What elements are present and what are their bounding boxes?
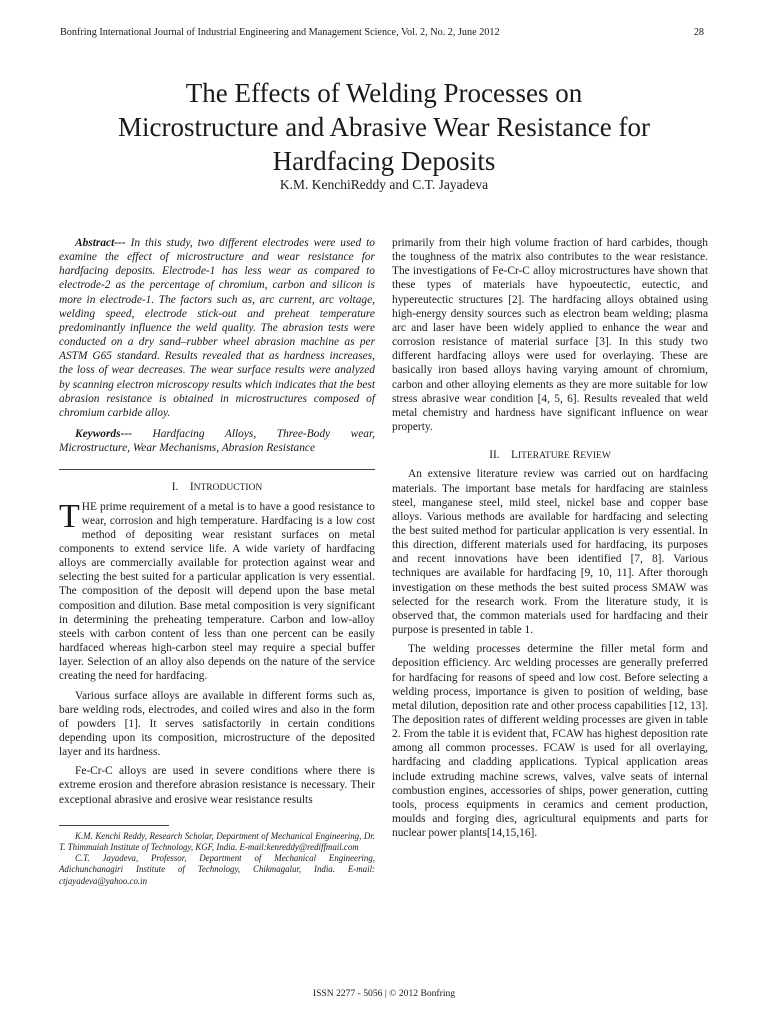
abstract-label: Abstract--- <box>75 237 126 249</box>
page-footer: ISSN 2277 - 5056 | © 2012 Bonfring <box>312 988 456 999</box>
title-line-2: Microstructure and Abrasive Wear Resistance for <box>118 112 650 142</box>
abstract-text: In this study, two different electrodes were used to examine the effect of microstructure and wear resistance for hardfacing deposits. Electrode-1 has less wear as compared to electrode-2 as the percentage of chromium, carbon and silicon is more in electrode-1. The factors such as, arc current, arc voltage, welding speed, electrode stick-out and preheat temperature predominantly influence the weld quality. The abrasion tests were conducted on a dry sand–rubber wheel abrasion machine as per ASTM G65 standard. Results revealed that as hardness increases, the loss of wear decreases. The wear surface results were analyzed by scanning electron microscopy results which indicates that the best abrasion resistance is obtained in microstructures composed of chromium carbide alloy. <box>59 237 375 419</box>
abstract <box>59 236 375 420</box>
title-line-1: The Effects of Welding Processes on <box>185 78 583 108</box>
left-column <box>59 236 375 887</box>
keywords-text: Hardfacing Alloys, Three-Body wear, Microstructure, Wear Mechanisms, Abrasion Resistance <box>59 428 375 455</box>
right-column <box>392 236 708 840</box>
section-divider <box>59 469 375 470</box>
journal-citation: Bonfring International Journal of Industrial Engineering and Management Science, Vol. 2, No. 2, June 2012 <box>60 27 500 38</box>
literature-paragraph-1: An extensive literature review was carried out on hardfacing materials. The important base metals for hardfacing are stainless steel, manganese steel, mild steel, nickel base and copper base alloys. Various methods are available for hardfacing and selecting the best suited method for particular application is very essential. In this direction, different materials used for hardfacing, its purposes and recent innovations have been identified [7, 8]. Various techniques are available for hardfacing [9, 10, 11]. After thorough investigation on these methods the best suited process SMAW was selected for the research work. From the literature study, it is observed that, the common materials used for hardfacing and their purpose is presented in table 1. <box>392 468 708 637</box>
literature-paragraph-2: The welding processes determine the filler metal form and deposition efficiency. Arc welding processes are generally preferred for hardfacing for reasons of speed and low cost. Before selecting a welding process, importance is given to position of welding, base metal dilution, deposition rate and other process capabilities [12, 13]. The deposition rates of different welding processes are given in table 2. From the table it is evident that, FCAW has highest deposition rate among all common processes. FCAW is used for all overlaying, hardfacing and cladding applications. Typical application areas include extruding machine screws, valves, valve seats of internal combustion engines, accessories of ships, power generation, cutting tools, process equipments in ceramics and cement production, moulds and forging dies, agricultural equipments and parts for nuclear power plants[14,15,16]. <box>392 643 708 840</box>
title-line-3: Hardfacing Deposits <box>272 146 496 176</box>
drop-cap: T <box>59 497 80 535</box>
paper-title <box>40 76 728 178</box>
section-heading-introduction: I. INTRODUCTION <box>171 481 263 494</box>
running-header <box>60 27 704 38</box>
section-heading-literature-review: II. LITERATURE REVIEW <box>489 449 611 462</box>
footnote-author-2: C.T. Jayadeva, Professor, Department of Mechanical Engineering, Adichunchanagiri Institute of Technology, Chikmagalur, India. E-mail: ctjayadeva@yahoo.co.in <box>59 853 375 886</box>
intro-paragraph-1: THE prime requirement of a metal is to have a good resistance to wear, corrosion and high temperature. Hardfacing is a low cost method of depositing wear resistant surfaces on metal components to extend service life. A wide variety of hardfacing alloys are commercially available for protection against wear and selecting the best suited for a particular application is very essential. The composition of the deposit will depend upon the base metal composition and dilution. Base metal composition is very significant in determining the preheating temperature. Carbon and low-alloy steels with carbon content of less than one percent can be easily hardfaced whereas high-carbon steel may require a special buffer layer. Selection of an alloy also depends on the nature of the service creating the need for hardfacing. <box>59 497 375 683</box>
author-line: K.M. KenchiReddy and C.T. Jayadeva <box>279 177 489 192</box>
footnote-divider <box>59 825 169 826</box>
keywords-label: Keywords--- <box>75 428 132 441</box>
keywords <box>59 427 375 455</box>
intro-paragraph-3: Fe-Cr-C alloys are used in severe conditions where there is extreme erosion and therefore abrasion resistance is necessary. Their exceptional abrasive and erosive wear resistance results <box>59 765 375 806</box>
footnotes <box>59 831 375 887</box>
intro-paragraph-3-continued: primarily from their high volume fraction of hard carbides, though the toughness of the matrix also contributes to the wear resistance. The investigations of Fe-Cr-C alloy microstructures have shown that these types of materials have hypoeutectic, eutectic, and hypereutectic structures [2]. The hardfacing alloys obtained using high-energy density sources such as electron beam welding; plasma arc and laser have been widely applied to enhance the wear and corrosion resistance of material surface [3]. In this study two different hardfacing alloys were used for overlaying. These are basically iron based alloys having varying amount of chromium, carbon and other alloying elements as they are more suitable for low stress abrasive wear condition [4, 5, 6]. Results revealed that weld metal chemistry and hardness have significant influence on wear property. <box>392 237 708 434</box>
intro-paragraph-2: Various surface alloys are available in different forms such as, bare welding rods, electrodes, and coiled wires and also in the form of powders [1]. It serves satisfactorily in certain conditions depending upon its composition, microstructure of the deposited layer and its hardness. <box>59 689 375 759</box>
page-number: 28 <box>693 27 704 38</box>
footnote-author-1: K.M. Kenchi Reddy, Research Scholar, Department of Mechanical Engineering, Dr. T. Thimmaiah Institute of Technology, KGF, India. E-mail:kenreddy@rediffmail.com <box>59 830 375 852</box>
